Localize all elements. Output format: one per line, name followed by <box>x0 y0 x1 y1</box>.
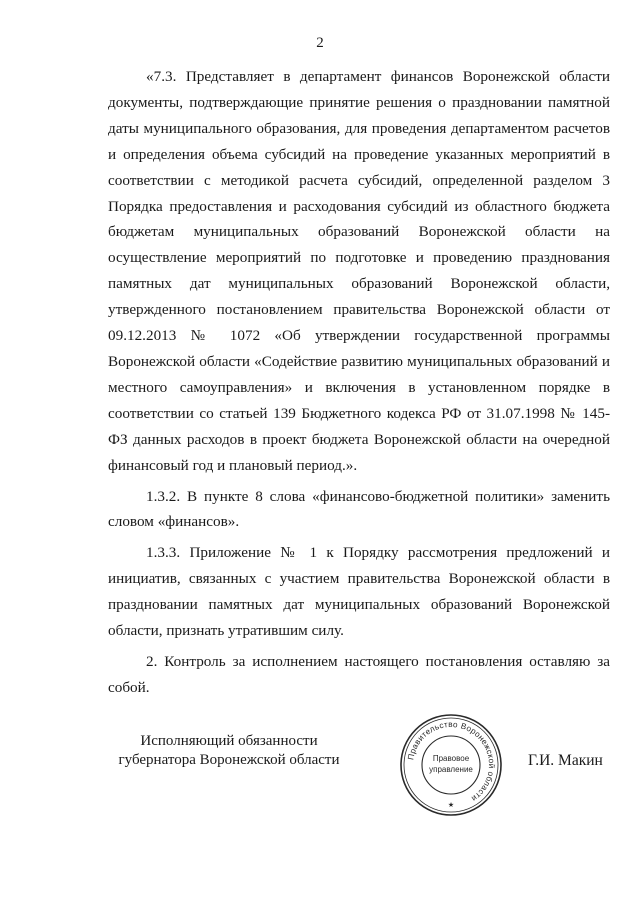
signatory-position <box>118 732 340 770</box>
star-icon: ★ <box>447 801 455 809</box>
page-number: 2 <box>316 35 324 51</box>
stamp-center-line1: Правовое <box>432 754 470 763</box>
official-stamp <box>398 712 504 818</box>
signatory-name: Г.И. Макин <box>528 752 603 769</box>
paragraph-1-3-2: 1.3.2. В пункте 8 слова «финансово-бюджетной политики» заменить словом «финансов». <box>108 487 610 531</box>
signatory-position-line1: Исполняющий обязанности <box>140 733 318 749</box>
paragraph-7-3: «7.3. Представляет в департамент финансов Воронежской области документы, подтверждающие принятие решения о праздновании памятной даты муниципального образования, для проведения департаментом расчетов и определения объема субсидий на проведение указанных мероприятий в соответствии с методикой расчета субсидий, определенной разделом 3 Порядка предоставления и расходования субсидий из областного бюджета бюджетам муниципальных образований Воронежской области на осуществление мероприятий по подготовке и проведению празднования памятных дат муниципальных образований Воронежской области, утвержденного постановлением правительства Воронежской области от 09.12.2013 № 1072 «Об утверждении государственной программы Воронежской области «Содействие развитию муниципальных образований и местного самоуправления» и включения в установленном порядке в соответствии со статьей 139 Бюджетного кодекса РФ от 31.07.1998 № 145-ФЗ данных расходов в проект бюджета Воронежской области на очередной финансовый год и плановый период.». <box>108 68 610 474</box>
paragraph-2: 2. Контроль за исполнением настоящего постановления оставляю за собой. <box>108 652 610 696</box>
stamp-ring-text: Правительство Воронежской области <box>406 719 497 804</box>
signatory-position-line2: губернатора Воронежской области <box>118 752 340 768</box>
stamp-center-line2: управление <box>429 765 473 774</box>
document-body <box>108 64 610 701</box>
paragraph-1-3-3: 1.3.3. Приложение № 1 к Порядку рассмотрения предложений и инициатив, связанных с участием правительства Воронежской области в праздновании памятных дат муниципальных образований Воронежской области, признать утратившим силу. <box>108 544 610 640</box>
